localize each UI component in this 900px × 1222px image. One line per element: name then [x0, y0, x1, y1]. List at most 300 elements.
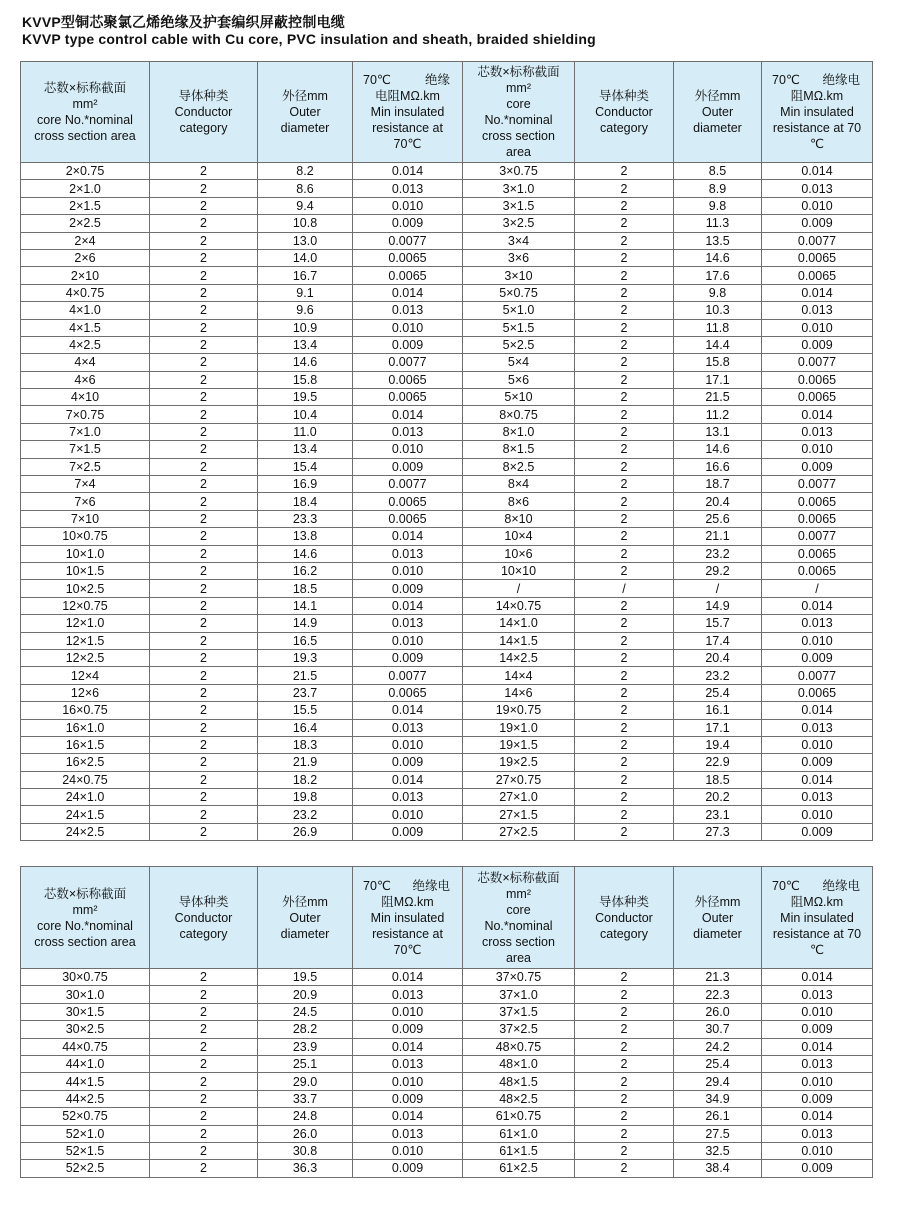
cell-resistance: 0.014 [353, 284, 463, 301]
table-row [21, 406, 873, 423]
cell-conductor: 2 [150, 823, 258, 840]
table-row [21, 597, 873, 614]
header-diameter-right: 外径mm Outer diameter [674, 867, 762, 969]
cell-conductor-right: 2 [575, 476, 674, 493]
cell-conductor: 2 [150, 1125, 258, 1142]
cell-resistance-right: 0.0065 [762, 510, 873, 527]
cell-size-right: 8×1.5 [463, 441, 575, 458]
cell-size-right: 3×0.75 [463, 163, 575, 180]
cell-diameter-right: 26.0 [674, 1003, 762, 1020]
cell-diameter: 14.1 [258, 597, 353, 614]
cell-size-right: 3×2.5 [463, 215, 575, 232]
cell-size-right: 14×4 [463, 667, 575, 684]
cell-conductor-right: 2 [575, 1038, 674, 1055]
cell-resistance-right: 0.010 [762, 806, 873, 823]
cell-conductor-right: 2 [575, 969, 674, 986]
cell-resistance: 0.009 [353, 1090, 463, 1107]
header-conductor-right: 导体种类 Conductor category [575, 867, 674, 969]
cell-size-right: 8×4 [463, 476, 575, 493]
cell-resistance-right: 0.013 [762, 1125, 873, 1142]
cell-conductor-right: 2 [575, 1142, 674, 1159]
cell-conductor-right: 2 [575, 806, 674, 823]
cell-size: 52×2.5 [21, 1160, 150, 1177]
cell-conductor: 2 [150, 667, 258, 684]
cell-diameter: 23.2 [258, 806, 353, 823]
table-row [21, 1055, 873, 1072]
cell-resistance-right: 0.0077 [762, 354, 873, 371]
cell-conductor-right: 2 [575, 736, 674, 753]
table-row [21, 510, 873, 527]
cell-conductor: 2 [150, 719, 258, 736]
table-row [21, 771, 873, 788]
cell-conductor-right: 2 [575, 562, 674, 579]
cell-resistance: 0.0065 [353, 510, 463, 527]
cell-diameter-right: 23.2 [674, 667, 762, 684]
cell-size-right: 8×1.0 [463, 423, 575, 440]
header-size: 芯数×标称截面 mm² core No.*nominal cross section area [21, 62, 150, 163]
cell-conductor-right: 2 [575, 215, 674, 232]
cell-resistance-right: 0.009 [762, 754, 873, 771]
table-row [21, 823, 873, 840]
cell-diameter-right: 11.3 [674, 215, 762, 232]
cell-conductor-right: 2 [575, 1003, 674, 1020]
cell-size: 12×2.5 [21, 649, 150, 666]
cell-size: 30×1.5 [21, 1003, 150, 1020]
cell-resistance-right: 0.010 [762, 197, 873, 214]
table-row [21, 354, 873, 371]
cell-diameter: 24.8 [258, 1108, 353, 1125]
cell-size: 4×2.5 [21, 336, 150, 353]
cell-size: 16×0.75 [21, 702, 150, 719]
cell-conductor-right: 2 [575, 1090, 674, 1107]
cell-resistance: 0.0065 [353, 371, 463, 388]
cell-conductor: 2 [150, 284, 258, 301]
table-row [21, 336, 873, 353]
header-resistance-right: 70℃ 绝缘电 阻MΩ.km Min insulated resistance at 70 ℃ [762, 867, 873, 969]
cell-conductor-right: 2 [575, 406, 674, 423]
cell-resistance: 0.009 [353, 580, 463, 597]
cell-size: 2×10 [21, 267, 150, 284]
cell-size-right: 5×1.0 [463, 302, 575, 319]
cell-resistance-right: 0.010 [762, 632, 873, 649]
cell-conductor-right: 2 [575, 719, 674, 736]
cell-diameter-right: 10.3 [674, 302, 762, 319]
cell-resistance: 0.013 [353, 302, 463, 319]
cell-conductor: 2 [150, 754, 258, 771]
header-resistance: 70℃ 绝缘电 阻MΩ.km Min insulated resistance at 70℃ [353, 867, 463, 969]
cell-resistance-right: 0.0065 [762, 371, 873, 388]
cell-size: 52×1.0 [21, 1125, 150, 1142]
cell-resistance-right: 0.0077 [762, 667, 873, 684]
cell-size-right: 27×0.75 [463, 771, 575, 788]
cell-conductor-right: 2 [575, 615, 674, 632]
cell-diameter-right: 25.4 [674, 1055, 762, 1072]
cell-size: 4×10 [21, 389, 150, 406]
table-row [21, 545, 873, 562]
cell-diameter: 11.0 [258, 423, 353, 440]
cell-diameter: 16.9 [258, 476, 353, 493]
cell-resistance-right: 0.009 [762, 1160, 873, 1177]
cell-size-right: 27×1.5 [463, 806, 575, 823]
cell-resistance: 0.009 [353, 336, 463, 353]
cell-size: 2×4 [21, 232, 150, 249]
cell-size-right: 48×0.75 [463, 1038, 575, 1055]
cell-diameter-right: 29.2 [674, 562, 762, 579]
cell-diameter-right: 8.9 [674, 180, 762, 197]
cell-diameter: 30.8 [258, 1142, 353, 1159]
cell-size: 16×1.5 [21, 736, 150, 753]
cell-diameter-right: 17.1 [674, 719, 762, 736]
cell-conductor-right: 2 [575, 510, 674, 527]
table-body-2 [21, 969, 873, 1178]
table-row [21, 249, 873, 266]
cell-size-right: 37×1.5 [463, 1003, 575, 1020]
cell-diameter-right: 13.1 [674, 423, 762, 440]
cell-diameter: 24.5 [258, 1003, 353, 1020]
cell-size: 44×1.5 [21, 1073, 150, 1090]
cell-diameter: 26.9 [258, 823, 353, 840]
cell-diameter-right: 27.5 [674, 1125, 762, 1142]
cell-resistance-right: 0.014 [762, 597, 873, 614]
header-resistance: 70℃ 绝缘 电阻MΩ.km Min insulated resistance at 70℃ [353, 62, 463, 163]
cell-size-right: 3×1.5 [463, 197, 575, 214]
cell-conductor: 2 [150, 597, 258, 614]
cell-conductor-right: 2 [575, 823, 674, 840]
cell-size: 30×1.0 [21, 986, 150, 1003]
table-row [21, 1090, 873, 1107]
cell-conductor-right: 2 [575, 1073, 674, 1090]
cell-size-right: 5×6 [463, 371, 575, 388]
cell-conductor: 2 [150, 1055, 258, 1072]
cell-resistance-right: 0.009 [762, 1090, 873, 1107]
cell-conductor-right: 2 [575, 702, 674, 719]
cell-diameter-right: 17.4 [674, 632, 762, 649]
header-conductor: 导体种类 Conductor category [150, 62, 258, 163]
cell-diameter: 10.9 [258, 319, 353, 336]
cell-conductor: 2 [150, 163, 258, 180]
cell-resistance: 0.0065 [353, 249, 463, 266]
title-chinese: KVVP型铜芯聚氯乙烯绝缘及护套编织屏蔽控制电缆 [22, 14, 345, 30]
cell-size-right: 14×2.5 [463, 649, 575, 666]
cell-diameter-right: 16.6 [674, 458, 762, 475]
cell-diameter: 9.1 [258, 284, 353, 301]
cell-size: 12×4 [21, 667, 150, 684]
table-row [21, 632, 873, 649]
cell-resistance: 0.014 [353, 1108, 463, 1125]
table-row [21, 684, 873, 701]
cell-resistance-right: 0.010 [762, 1142, 873, 1159]
table-row [21, 389, 873, 406]
cell-size-right: 14×1.5 [463, 632, 575, 649]
table-header-row [21, 867, 873, 969]
cell-diameter: 19.5 [258, 969, 353, 986]
cell-diameter-right: 26.1 [674, 1108, 762, 1125]
table-row [21, 528, 873, 545]
cell-diameter: 18.4 [258, 493, 353, 510]
cell-diameter-right: 32.5 [674, 1142, 762, 1159]
cell-conductor-right: 2 [575, 789, 674, 806]
cell-conductor: 2 [150, 197, 258, 214]
cell-conductor: 2 [150, 389, 258, 406]
cell-resistance: 0.0077 [353, 476, 463, 493]
cell-diameter-right: 9.8 [674, 197, 762, 214]
cell-conductor: 2 [150, 789, 258, 806]
cell-resistance: 0.009 [353, 1021, 463, 1038]
cell-conductor: 2 [150, 771, 258, 788]
cell-diameter: 10.8 [258, 215, 353, 232]
cell-conductor-right: 2 [575, 1125, 674, 1142]
cell-resistance-right: 0.010 [762, 1003, 873, 1020]
cell-conductor-right: 2 [575, 1055, 674, 1072]
cell-diameter-right: 15.8 [674, 354, 762, 371]
cell-resistance: 0.013 [353, 719, 463, 736]
cell-resistance-right: 0.013 [762, 789, 873, 806]
cell-size: 2×0.75 [21, 163, 150, 180]
cell-diameter-right: 13.5 [674, 232, 762, 249]
table-row [21, 562, 873, 579]
cell-diameter: 29.0 [258, 1073, 353, 1090]
cell-conductor: 2 [150, 406, 258, 423]
cell-diameter: 18.2 [258, 771, 353, 788]
table-row [21, 319, 873, 336]
cell-resistance-right: 0.013 [762, 1055, 873, 1072]
cell-size-right: 27×1.0 [463, 789, 575, 806]
cell-resistance-right: 0.014 [762, 284, 873, 301]
cell-conductor-right: 2 [575, 441, 674, 458]
cell-conductor: 2 [150, 319, 258, 336]
table-row [21, 493, 873, 510]
cell-diameter: 20.9 [258, 986, 353, 1003]
cell-conductor: 2 [150, 545, 258, 562]
header-resistance-right: 70℃ 绝缘电 阻MΩ.km Min insulated resistance at 70 ℃ [762, 62, 873, 163]
cell-resistance: 0.0065 [353, 389, 463, 406]
cell-conductor: 2 [150, 215, 258, 232]
cell-size: 12×1.5 [21, 632, 150, 649]
cell-diameter: 13.4 [258, 441, 353, 458]
cell-diameter: 15.5 [258, 702, 353, 719]
cell-resistance-right: 0.0077 [762, 232, 873, 249]
header-size-right: 芯数×标称截面 mm² core No.*nominal cross section area [463, 867, 575, 969]
cell-resistance-right: 0.009 [762, 336, 873, 353]
cell-resistance-right: 0.014 [762, 771, 873, 788]
cell-size-right: 3×1.0 [463, 180, 575, 197]
cell-size-right: 37×1.0 [463, 986, 575, 1003]
cell-resistance-right: 0.013 [762, 180, 873, 197]
header-diameter: 外径mm Outer diameter [258, 62, 353, 163]
cell-conductor-right: 2 [575, 771, 674, 788]
cell-resistance-right: 0.010 [762, 319, 873, 336]
cell-diameter-right: 17.1 [674, 371, 762, 388]
cell-resistance: 0.009 [353, 823, 463, 840]
table-row [21, 806, 873, 823]
cell-resistance-right: 0.013 [762, 719, 873, 736]
cell-resistance-right: 0.009 [762, 649, 873, 666]
cell-diameter: 14.6 [258, 354, 353, 371]
cell-diameter-right: / [674, 580, 762, 597]
cell-conductor: 2 [150, 969, 258, 986]
cell-conductor: 2 [150, 441, 258, 458]
cell-conductor: 2 [150, 249, 258, 266]
cell-conductor: 2 [150, 371, 258, 388]
cell-size: 30×0.75 [21, 969, 150, 986]
table-body-1 [21, 163, 873, 841]
cell-resistance-right: 0.014 [762, 1038, 873, 1055]
cell-conductor-right: 2 [575, 180, 674, 197]
cell-diameter-right: 20.4 [674, 493, 762, 510]
cell-resistance: 0.014 [353, 163, 463, 180]
cell-resistance: 0.013 [353, 1055, 463, 1072]
cell-diameter: 23.7 [258, 684, 353, 701]
cell-resistance: 0.013 [353, 789, 463, 806]
cell-size: 52×0.75 [21, 1108, 150, 1125]
cell-conductor-right: 2 [575, 163, 674, 180]
table-row [21, 441, 873, 458]
cell-resistance-right: / [762, 580, 873, 597]
cell-conductor-right: 2 [575, 267, 674, 284]
cell-resistance: 0.010 [353, 806, 463, 823]
cell-resistance: 0.009 [353, 215, 463, 232]
cell-conductor-right: 2 [575, 284, 674, 301]
cell-size: 7×6 [21, 493, 150, 510]
cell-conductor: 2 [150, 232, 258, 249]
cell-resistance: 0.014 [353, 771, 463, 788]
cell-conductor-right: 2 [575, 545, 674, 562]
cell-diameter: 9.4 [258, 197, 353, 214]
cell-diameter: 18.5 [258, 580, 353, 597]
cell-size: 52×1.5 [21, 1142, 150, 1159]
cell-resistance: 0.010 [353, 562, 463, 579]
cell-diameter: 14.6 [258, 545, 353, 562]
cell-conductor: 2 [150, 632, 258, 649]
cell-diameter-right: 21.1 [674, 528, 762, 545]
cell-conductor: 2 [150, 702, 258, 719]
table-row [21, 667, 873, 684]
cell-size: 2×1.0 [21, 180, 150, 197]
cell-diameter: 19.3 [258, 649, 353, 666]
cell-conductor: 2 [150, 1108, 258, 1125]
cell-conductor-right: / [575, 580, 674, 597]
cell-resistance-right: 0.014 [762, 969, 873, 986]
cell-size-right: 61×1.0 [463, 1125, 575, 1142]
cell-conductor: 2 [150, 1090, 258, 1107]
cell-size-right: 61×1.5 [463, 1142, 575, 1159]
cell-resistance: 0.009 [353, 1160, 463, 1177]
cell-conductor-right: 2 [575, 423, 674, 440]
cell-size: 10×1.5 [21, 562, 150, 579]
cell-size-right: 37×2.5 [463, 1021, 575, 1038]
cell-diameter-right: 22.9 [674, 754, 762, 771]
cell-diameter-right: 25.6 [674, 510, 762, 527]
cell-diameter-right: 29.4 [674, 1073, 762, 1090]
cell-resistance-right: 0.013 [762, 423, 873, 440]
cell-size: 10×2.5 [21, 580, 150, 597]
cell-resistance: 0.010 [353, 197, 463, 214]
cell-conductor-right: 2 [575, 302, 674, 319]
cell-conductor-right: 2 [575, 1021, 674, 1038]
cell-conductor: 2 [150, 1021, 258, 1038]
cell-size-right: 19×1.0 [463, 719, 575, 736]
cell-diameter-right: 15.7 [674, 615, 762, 632]
cell-conductor-right: 2 [575, 684, 674, 701]
cell-resistance: 0.014 [353, 597, 463, 614]
cell-conductor: 2 [150, 476, 258, 493]
cell-size-right: 14×0.75 [463, 597, 575, 614]
cell-diameter: 15.8 [258, 371, 353, 388]
cell-resistance: 0.010 [353, 1142, 463, 1159]
cell-conductor: 2 [150, 302, 258, 319]
cell-diameter-right: 18.7 [674, 476, 762, 493]
cell-size-right: 14×6 [463, 684, 575, 701]
cell-size-right: / [463, 580, 575, 597]
cell-resistance: 0.0077 [353, 667, 463, 684]
cell-diameter-right: 16.1 [674, 702, 762, 719]
table-row [21, 580, 873, 597]
table-row [21, 302, 873, 319]
table-row [21, 1125, 873, 1142]
header-size: 芯数×标称截面 mm² core No.*nominal cross section area [21, 867, 150, 969]
table-row [21, 423, 873, 440]
cell-conductor: 2 [150, 1142, 258, 1159]
cell-conductor-right: 2 [575, 389, 674, 406]
cell-size: 12×0.75 [21, 597, 150, 614]
cell-diameter-right: 24.2 [674, 1038, 762, 1055]
cell-resistance-right: 0.009 [762, 215, 873, 232]
cell-resistance-right: 0.0065 [762, 249, 873, 266]
cell-conductor-right: 2 [575, 197, 674, 214]
cell-conductor: 2 [150, 1160, 258, 1177]
cell-diameter-right: 22.3 [674, 986, 762, 1003]
cell-diameter-right: 14.6 [674, 441, 762, 458]
cell-resistance: 0.0077 [353, 232, 463, 249]
cell-size: 7×1.0 [21, 423, 150, 440]
cell-resistance: 0.014 [353, 1038, 463, 1055]
cell-diameter: 23.3 [258, 510, 353, 527]
cell-diameter: 8.2 [258, 163, 353, 180]
cell-size-right: 8×2.5 [463, 458, 575, 475]
cell-diameter: 16.2 [258, 562, 353, 579]
title-english: KVVP type control cable with Cu core, PVC insulation and sheath, braided shielding [22, 31, 596, 47]
cell-conductor-right: 2 [575, 493, 674, 510]
cell-conductor: 2 [150, 510, 258, 527]
table-row [21, 719, 873, 736]
cell-size-right: 3×4 [463, 232, 575, 249]
cell-conductor-right: 2 [575, 1108, 674, 1125]
table-row [21, 215, 873, 232]
cell-size: 2×2.5 [21, 215, 150, 232]
cell-conductor: 2 [150, 180, 258, 197]
cell-conductor: 2 [150, 615, 258, 632]
cell-size: 12×1.0 [21, 615, 150, 632]
cell-size-right: 27×2.5 [463, 823, 575, 840]
cell-size: 30×2.5 [21, 1021, 150, 1038]
cell-size: 7×1.5 [21, 441, 150, 458]
cell-conductor-right: 2 [575, 319, 674, 336]
cell-resistance: 0.010 [353, 632, 463, 649]
cell-resistance-right: 0.0065 [762, 493, 873, 510]
table-row [21, 986, 873, 1003]
cell-conductor-right: 2 [575, 597, 674, 614]
cell-conductor-right: 2 [575, 528, 674, 545]
table-row [21, 649, 873, 666]
cell-size: 44×2.5 [21, 1090, 150, 1107]
cell-resistance: 0.013 [353, 986, 463, 1003]
spec-table-1 [20, 61, 873, 841]
cell-diameter: 14.9 [258, 615, 353, 632]
cell-size-right: 5×0.75 [463, 284, 575, 301]
cell-diameter-right: 21.5 [674, 389, 762, 406]
cell-resistance-right: 0.013 [762, 615, 873, 632]
cell-resistance-right: 0.0065 [762, 545, 873, 562]
